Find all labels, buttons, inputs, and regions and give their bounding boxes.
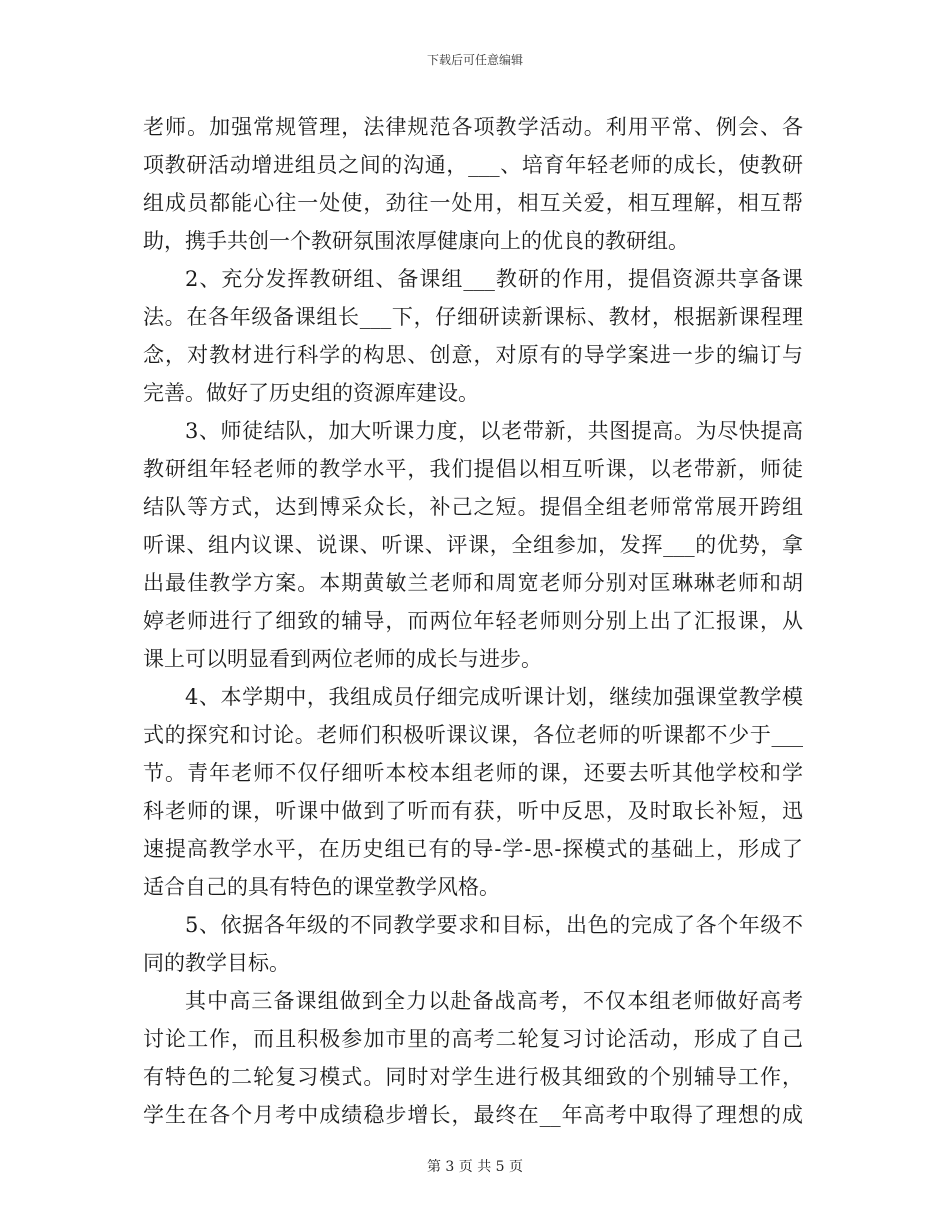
text-line: 同的教学目标。 xyxy=(143,951,290,975)
text-line: 项教研活动增进组员之间的沟通，___、培育年轻老师的成长，使教研 xyxy=(143,153,803,177)
text-line: 5、依据各年级的不同教学要求和目标，出色的完成了各个年级不 xyxy=(185,913,803,937)
page-header: 下载后可任意编辑 xyxy=(426,53,523,67)
text-line: 3、师徒结队，加大听课力度，以老带新，共图提高。为尽快提高 xyxy=(185,419,803,443)
text-line: 念，对教材进行科学的构思、创意，对原有的导学案进一步的编订与 xyxy=(143,343,803,367)
text-line: 适合自己的具有特色的课堂教学风格。 xyxy=(143,875,500,899)
text-line: 学生在各个月考中成绩稳步增长，最终在__年高考中取得了理想的成 xyxy=(143,1103,803,1127)
text-line: 4、本学期中，我组成员仔细完成听课计划，继续加强课堂教学模 xyxy=(185,685,803,709)
text-line: 助，携手共创一个教研氛围浓厚健康向上的优良的教研组。 xyxy=(143,229,689,253)
text-line: 2、充分发挥教研组、备课组___教研的作用，提倡资源共享备课 xyxy=(185,267,803,291)
text-line: 老师。加强常规管理，法律规范各项教学活动。利用平常、例会、各 xyxy=(143,115,803,139)
text-line: 有特色的二轮复习模式。同时对学生进行极其细致的个别辅导工作， xyxy=(143,1065,803,1089)
text-line: 式的探究和讨论。老师们积极听课议课，各位老师的听课都不少于___ xyxy=(143,723,803,747)
text-line: 科老师的课，听课中做到了听而有获，听中反思，及时取长补短，迅 xyxy=(143,799,803,823)
text-line: 听课、组内议课、说课、听课、评课，全组参加，发挥___的优势，拿 xyxy=(143,533,803,557)
text-line: 婷老师进行了细致的辅导，而两位年轻老师则分别上出了汇报课，从 xyxy=(143,609,803,633)
text-line: 其中高三备课组做到全力以赴备战高考，不仅本组老师做好高考 xyxy=(185,989,803,1013)
text-line: 组成员都能心往一处使，劲往一处用，相互关爱，相互理解，相互帮 xyxy=(143,191,803,215)
text-line: 速提高教学水平，在历史组已有的导-学-思-探模式的基础上，形成了 xyxy=(143,837,803,861)
text-line: 课上可以明显看到两位老师的成长与进步。 xyxy=(143,647,542,671)
text-line: 教研组年轻老师的教学水平，我们提倡以相互听课，以老带新，师徒 xyxy=(143,457,803,481)
text-line: 法。在各年级备课组长___下，仔细研读新课标、教材，根据新课程理 xyxy=(143,305,803,329)
text-line: 完善。做好了历史组的资源库建设。 xyxy=(143,381,479,405)
text-line: 结队等方式，达到博采众长，补己之短。提倡全组老师常常展开跨组 xyxy=(143,495,803,519)
document-body xyxy=(143,108,803,1134)
text-line: 出最佳教学方案。本期黄敏兰老师和周宽老师分别对匡琳琳老师和胡 xyxy=(143,571,803,595)
text-line: 讨论工作，而且积极参加市里的高考二轮复习讨论活动，形成了自己 xyxy=(143,1027,803,1051)
page-footer: 第 3 页 共 5 页 xyxy=(426,1159,524,1175)
text-line: 节。青年老师不仅仔细听本校本组老师的课，还要去听其他学校和学 xyxy=(143,761,803,785)
